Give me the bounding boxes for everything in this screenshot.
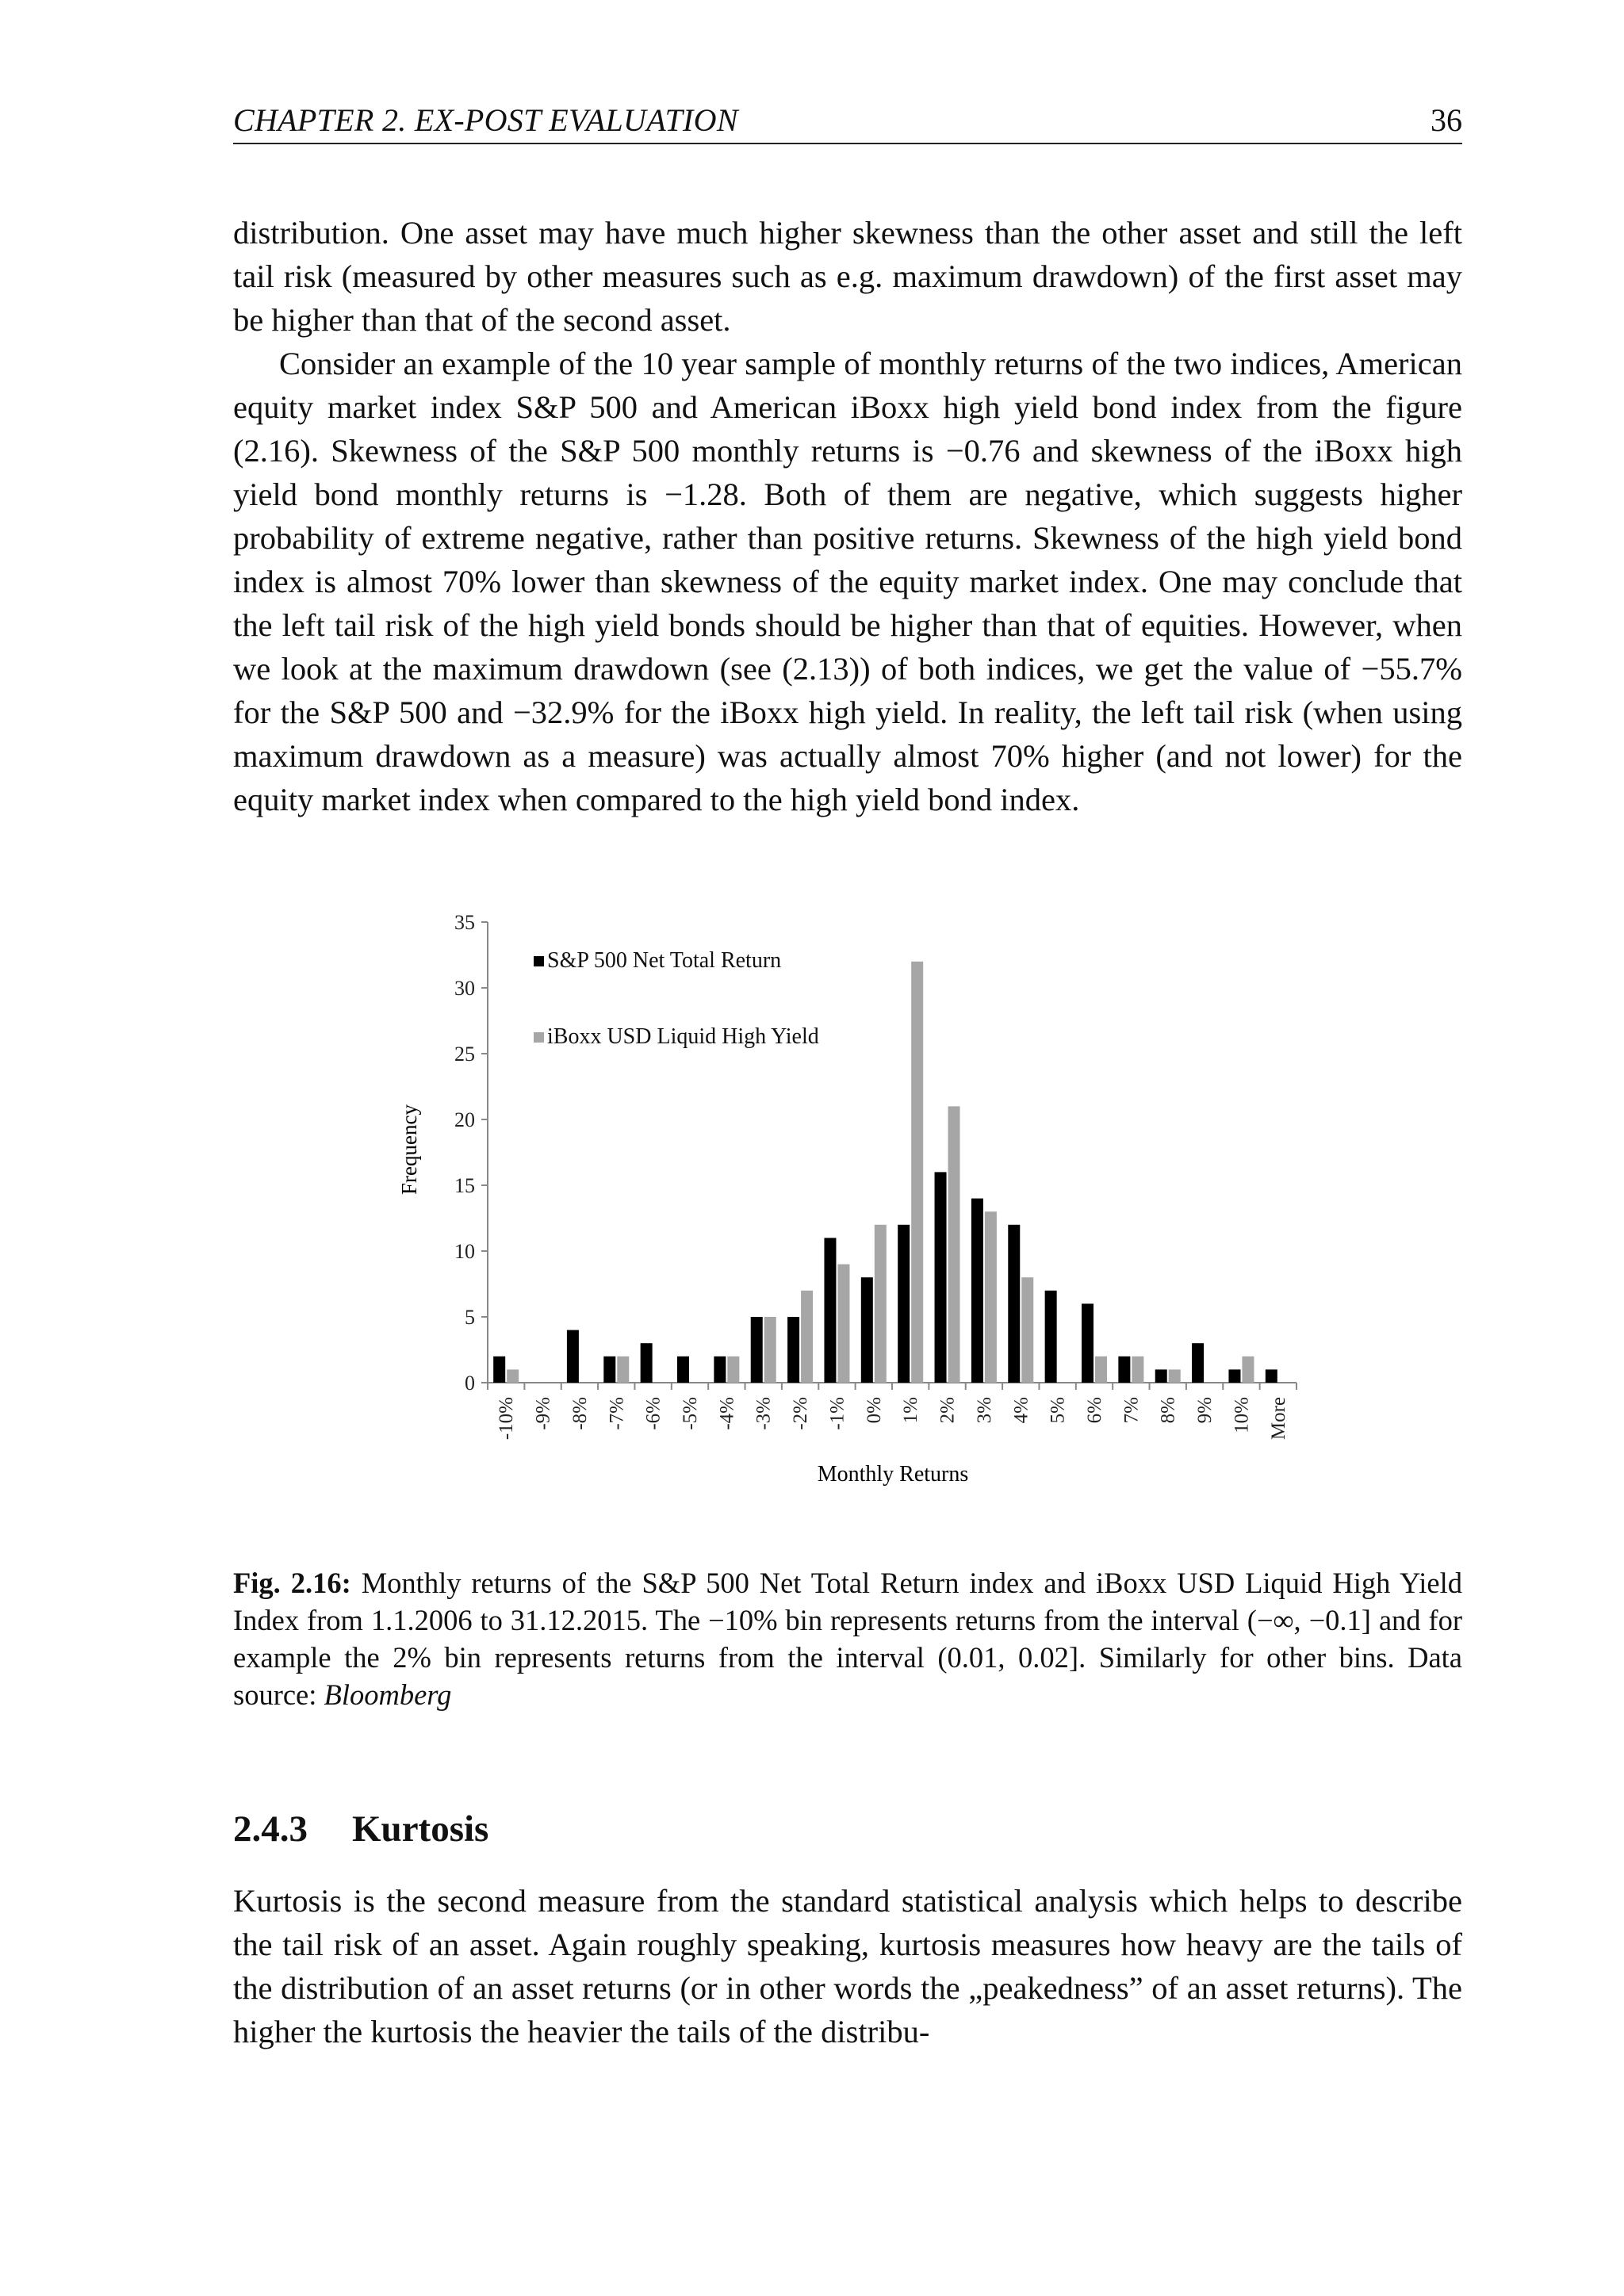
iboxx-bar [801,1291,813,1383]
x-tick-label: -1% [826,1397,848,1430]
chapter-title: CHAPTER 2. EX-POST EVALUATION [233,102,738,138]
y-tick-label: 20 [454,1108,475,1131]
legend-swatch [534,956,544,966]
x-tick-label: -3% [753,1397,775,1430]
x-tick-label: 7% [1120,1397,1143,1424]
iboxx-bar [727,1357,739,1383]
y-tick-label: 0 [465,1372,475,1395]
legend-label: iBoxx USD Liquid High Yield [547,1024,819,1049]
iboxx-bar [1095,1357,1107,1383]
caption-text: Monthly returns of the S&P 500 Net Total Return index and iBoxx USD Liquid High Yield Index from 1.1.2006 to 31.12.2015. The −10% bin represents returns from the interval (−∞, −0.1] and for example the 2% bin represents returns from the interval (0.01, 0.02]. Similarly for other bins. Data source: [233,1567,1463,1711]
x-tick-label: 3% [973,1397,995,1424]
x-tick-label: -5% [680,1397,701,1430]
y-tick-label: 30 [454,977,475,1000]
sp500-bar [1228,1369,1240,1383]
caption-label: Fig. 2.16: [233,1567,351,1599]
legend-swatch [534,1032,544,1043]
x-tick-label: 1% [900,1397,922,1424]
caption-source: Bloomberg [324,1678,452,1711]
iboxx-bar [875,1225,887,1383]
iboxx-bar [1021,1277,1033,1383]
x-tick-label: -10% [496,1397,518,1441]
iboxx-bar [1132,1357,1143,1383]
sp500-bar [971,1199,983,1383]
iboxx-bar [837,1265,849,1383]
section-heading [233,1808,488,1850]
iboxx-bar [985,1211,997,1383]
sp500-bar [898,1225,910,1383]
iboxx-bar [911,962,923,1383]
y-tick-label: 10 [454,1240,475,1263]
sp500-bar [1045,1291,1057,1383]
sp500-bar [861,1277,873,1383]
sp500-bar [1155,1369,1167,1383]
iboxx-bar [764,1317,776,1383]
section-number: 2.4.3 [233,1808,308,1850]
paragraph-1: distribution. One asset may have much higher skewness than the other asset and still the left tail risk (measured by other measures such as e.g. maximum drawdown) of the first asset may be higher than that of the second asset. [233,215,1462,338]
sp500-bar [1192,1343,1204,1383]
sp500-bar [677,1357,689,1383]
sp500-bar [1082,1303,1094,1383]
iboxx-bar [1169,1369,1181,1383]
x-tick-label: 6% [1084,1397,1105,1424]
x-tick-label: -8% [569,1397,591,1430]
sp500-bar [567,1330,579,1383]
y-tick-label: 5 [465,1306,475,1329]
y-tick-label: 15 [454,1174,475,1197]
x-axis-label: Monthly Returns [817,1462,969,1487]
x-tick-label: 10% [1231,1397,1253,1433]
iboxx-bar [507,1369,519,1383]
iboxx-bar [617,1357,629,1383]
x-axis [488,1383,1297,1440]
legend [534,948,819,1049]
sp500-bar [714,1357,726,1383]
figure-caption [233,1564,1462,1713]
x-tick-label: 0% [863,1397,885,1424]
x-tick-label: -6% [642,1397,665,1430]
x-tick-label: 2% [936,1397,959,1424]
x-tick-label: 4% [1010,1397,1032,1424]
x-tick-label: -9% [532,1397,554,1430]
sp500-bar [935,1172,947,1383]
sp500-bar [641,1343,653,1383]
y-tick-label: 35 [454,911,475,934]
sp500-bar [1118,1357,1130,1383]
sp500-bar [1266,1369,1277,1383]
iboxx-bar [1242,1357,1254,1383]
sp500-bar [603,1357,615,1383]
y-axis [454,911,488,1395]
page-number: 36 [1431,102,1462,138]
legend-label: S&P 500 Net Total Return [547,948,782,973]
x-tick-label: 5% [1047,1397,1069,1424]
paragraph-3: Kurtosis is the second measure from the standard statistical analysis which helps to describe the tail risk of an asset. Again roughly speaking, kurtosis measures how heavy are the tails of the distribution of an asset returns (or in other words the „peakedness” of an asset returns). The higher the kurtosis the heavier the tails of the distribu- [233,1883,1462,2049]
y-axis-label: Frequency [397,1104,421,1195]
x-tick-label: More [1267,1397,1289,1441]
x-tick-label: -2% [790,1397,812,1430]
x-tick-label: -7% [606,1397,628,1430]
y-tick-label: 25 [454,1043,475,1066]
histogram-chart [381,904,1316,1506]
x-tick-label: 9% [1194,1397,1216,1424]
x-tick-label: 8% [1157,1397,1179,1424]
sp500-bar [493,1357,505,1383]
sp500-bar [1008,1225,1020,1383]
x-tick-label: -4% [716,1397,738,1430]
sp500-bar [787,1317,799,1383]
iboxx-bar [948,1106,960,1383]
section-title: Kurtosis [352,1808,489,1850]
running-header [233,101,1462,144]
sp500-bar [824,1238,836,1383]
sp500-bar [751,1317,763,1383]
paragraph-2: Consider an example of the 10 year sample of monthly returns of the two indices, American equity market index S&P 500 and American iBoxx high yield bond index from the figure (2.16). Skewness of the S&P 500 monthly returns is −0.76 and skewness of the iBoxx high yield bond monthly returns is −1.28. Both of them are negative, which suggests higher probability of extreme negative, rather than positive returns. Skewness of the high yield bond index is almost 70% lower than skewness of the equity market index. One may conclude that the left tail risk of the high yield bonds should be higher than that of equities. However, when we look at the maximum drawdown (see (2.13)) of both indices, we get the value of −55.7% for the S&P 500 and −32.9% for the iBoxx high yield. In reality, the left tail risk (when using maximum drawdown as a measure) was actually almost 70% higher (and not lower) for the equity market index when compared to the high yield bond index. [233,346,1462,817]
